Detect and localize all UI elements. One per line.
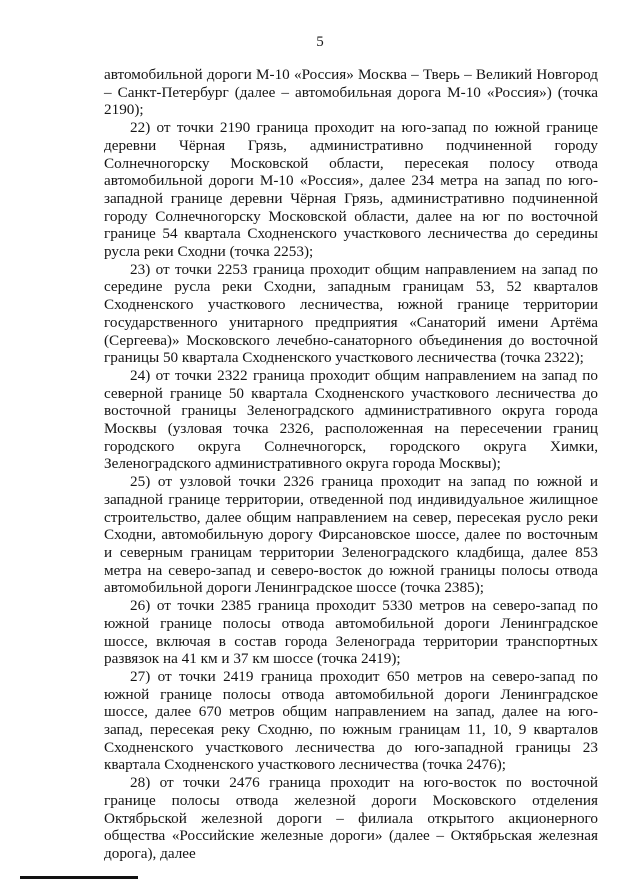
document-body: [104, 66, 598, 863]
footer-rule: [20, 876, 138, 879]
paragraph-continuation: автомобильной дороги М-10 «Россия» Москва – Тверь – Великий Новгород – Санкт-Петербург (далее – автомобильная дорога М-10 «Россия») (точка 2190);: [104, 66, 598, 119]
paragraph-item-28: 28) от точки 2476 граница проходит на юго-восток по восточной границе полосы отвода железной дороги Московского отделения Октябрьской железной дороги – филиала открытого акционерного общества «Российские железные дороги» (далее – Октябрьская железная дорога), далее: [104, 774, 598, 862]
paragraph-item-22: 22) от точки 2190 граница проходит на юго-запад по южной границе деревни Чёрная Грязь, административно подчиненной городу Солнечногорску Московской области, пересекая полосу отвода автомобильной дороги М-10 «Россия», далее 234 метра на запад по юго-западной границе деревни Чёрная Грязь, административно подчиненной городу Солнечногорску Московской области, далее на юг по восточной границе 54 квартала Сходненского участкового лесничества до середины русла реки Сходни (точка 2253);: [104, 119, 598, 261]
paragraph-item-26: 26) от точки 2385 граница проходит 5330 метров на северо-запад по южной границе полосы отвода автомобильной дороги Ленинградское шоссе, включая в состав города Зеленограда территории транспортных развязок на 41 км и 37 км шоссе (точка 2419);: [104, 597, 598, 668]
paragraph-item-23: 23) от точки 2253 граница проходит общим направлением на запад по середине русла реки Сходни, западным границам 53, 52 кварталов Сходненского участкового лесничества, южной границе территории государственного унитарного предприятия «Санаторий имени Артёма (Сергеева)» Московского лечебно-санаторного объединения до восточной границы 50 квартала Сходненского участкового лесничества (точка 2322);: [104, 260, 598, 367]
paragraph-item-25: 25) от узловой точки 2326 граница проходит на запад по южной и западной границе территории, отведенной под индивидуальное жилищное строительство, далее общим направлением на север, пересекая русло реки Сходни, автомобильную дорогу Фирсановское шоссе, далее по восточным и северным границам территории Зеленоградского кладбища, далее 853 метра на северо-запад и северо-восток до южной границы полосы отвода автомобильной дороги Ленинградское шоссе (точка 2385);: [104, 473, 598, 597]
paragraph-item-24: 24) от точки 2322 граница проходит общим направлением на запад по северной границе 50 квартала Сходненского участкового лесничества до восточной границы Зеленоградского административного округа города Москвы (узловая точка 2326, расположенная на пересечении границ городского округа Солнечногорск, городского округа Химки, Зеленоградского административного округа города Москвы);: [104, 366, 598, 473]
paragraph-item-27: 27) от точки 2419 граница проходит 650 метров на северо-запад по южной границе полосы отвода автомобильной дороги Ленинградское шоссе, далее 670 метров общим направлением на запад, далее на юго-запад, пересекая реку Сходню, по южным границам 11, 10, 9 кварталов Сходненского участкового лесничества до юго-западной границы 23 квартала Сходненского участкового лесничества (точка 2476);: [104, 667, 598, 774]
page-number: 5: [316, 34, 324, 50]
